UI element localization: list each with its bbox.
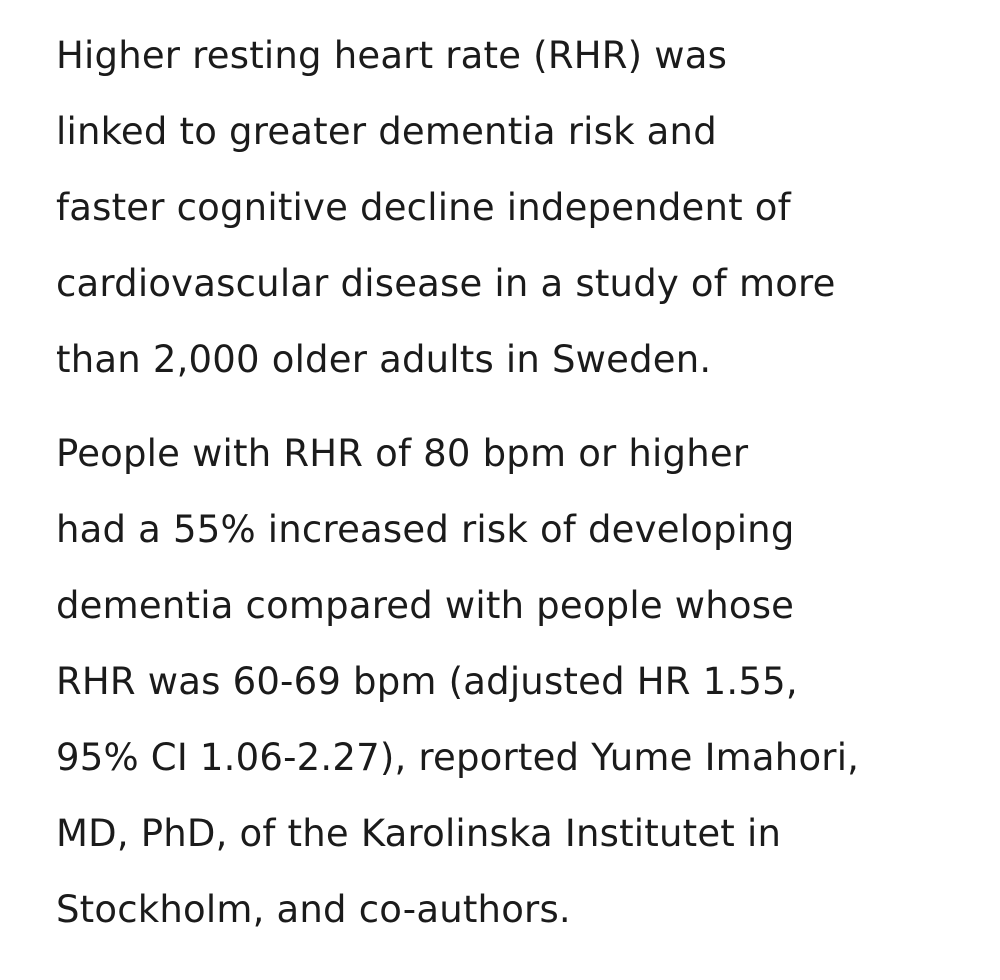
paragraph-1 [56, 18, 970, 398]
text-line: than 2,000 older adults in Sweden. [56, 338, 712, 381]
text-line: People with RHR of 80 bpm or higher [56, 432, 749, 475]
text-line: 95% CI 1.06-2.27), reported Yume Imahori, [56, 736, 860, 779]
text-line: Stockholm, and co-authors. [56, 888, 571, 931]
text-line: faster cognitive decline independent of [56, 186, 791, 229]
text-line: linked to greater dementia risk and [56, 110, 717, 153]
text-line: cardiovascular disease in a study of more [56, 262, 836, 305]
text-line: RHR was 60-69 bpm (adjusted HR 1.55, [56, 660, 798, 703]
text-line: MD, PhD, of the Karolinska Institutet in [56, 812, 782, 855]
text-line: had a 55% increased risk of developing [56, 508, 795, 551]
text-line: Higher resting heart rate (RHR) was [56, 34, 728, 77]
text-line: dementia compared with people whose [56, 584, 795, 627]
paragraph-2 [56, 416, 970, 948]
